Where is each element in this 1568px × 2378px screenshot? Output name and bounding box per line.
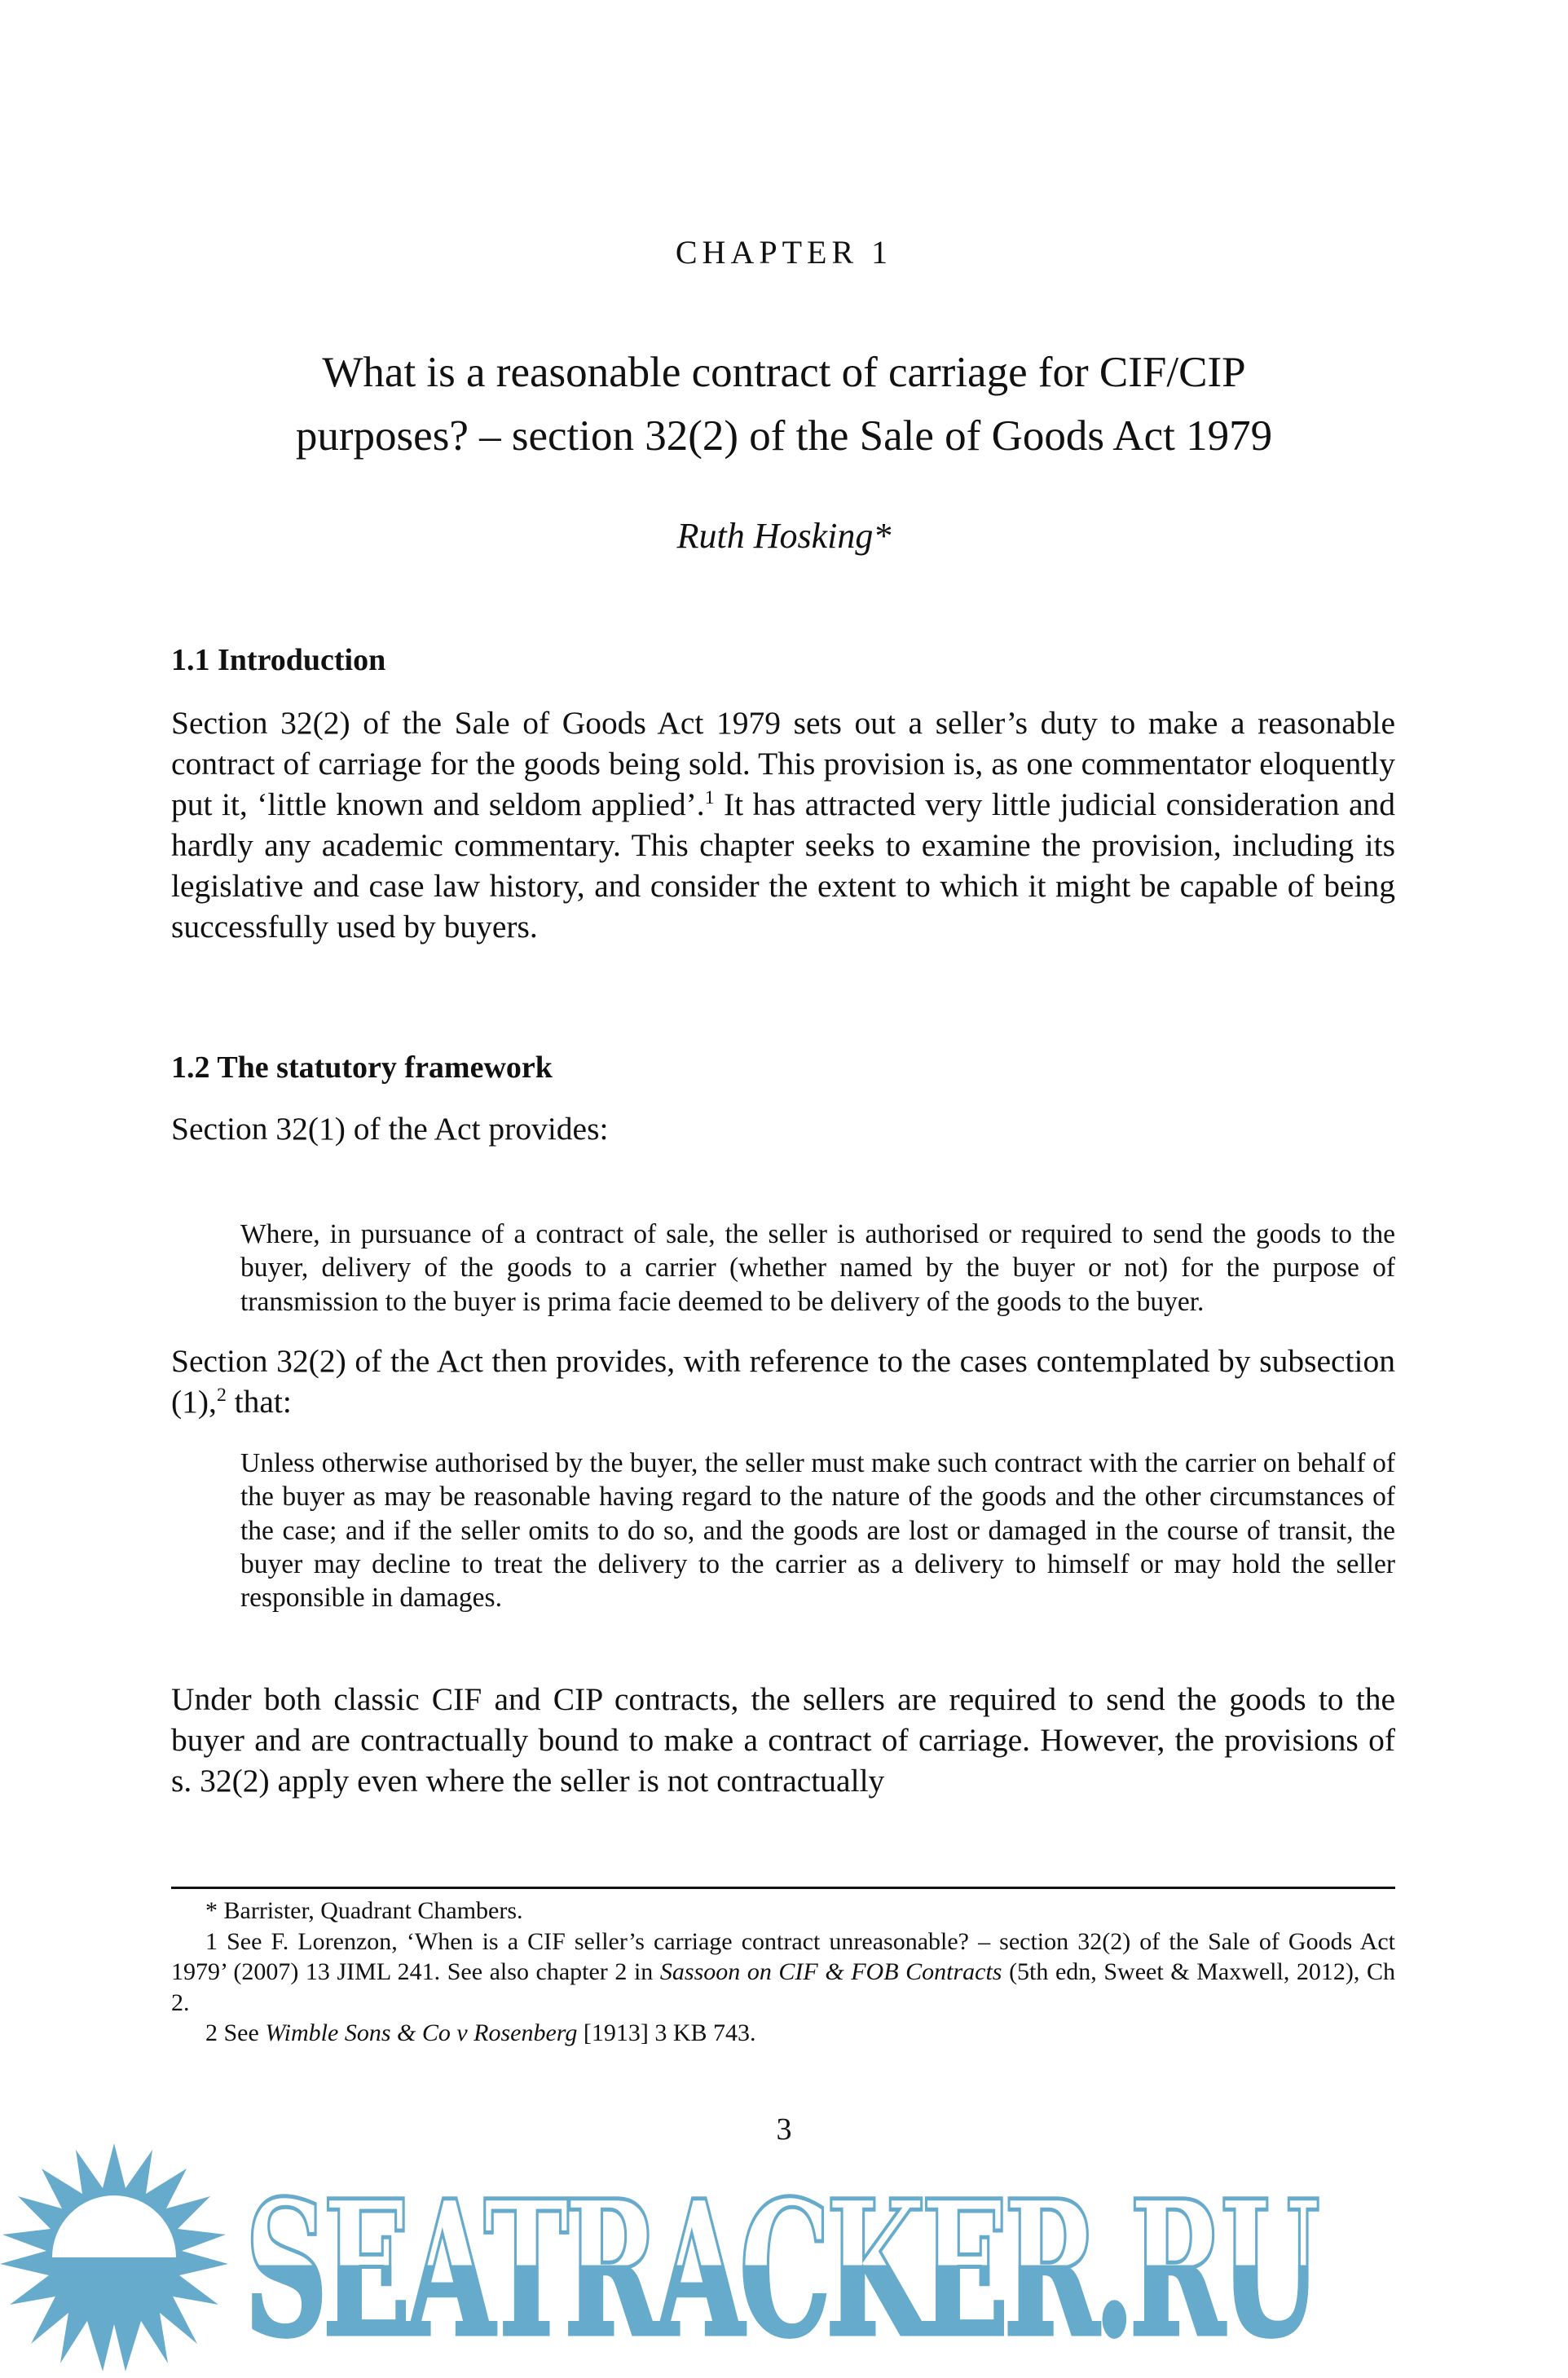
sun-icon xyxy=(0,2143,244,2371)
footnote-ref-1[interactable]: 1 xyxy=(704,786,715,808)
page-number: 3 xyxy=(776,2112,792,2147)
paragraph-text: Section 32(2) of the Act then provides, with reference to the cases contemplated by subsection (1), xyxy=(171,1343,1395,1420)
footnote-marker: * xyxy=(205,1897,218,1924)
footnote-marker: 1 xyxy=(205,1927,218,1955)
section-heading-introduction: 1.1 Introduction xyxy=(171,643,386,677)
author-byline xyxy=(0,513,1568,559)
chapter-title xyxy=(0,341,1568,468)
footnote-text: See xyxy=(218,2019,266,2046)
footnote-author xyxy=(171,1896,1395,1927)
section-heading-statutory-framework: 1.2 The statutory framework xyxy=(171,1050,553,1085)
footnote-2 xyxy=(171,2018,1395,2049)
title-line-1: What is a reasonable contract of carriage for CIF/CIP xyxy=(322,349,1246,396)
footnote-book-title: Sassoon on CIF & FOB Contracts xyxy=(659,1958,1002,1985)
footnote-marker: 2 xyxy=(205,2019,218,2046)
paragraph-text: that: xyxy=(226,1384,292,1420)
footnote-1 xyxy=(171,1927,1395,2019)
paragraph-text: It has attracted very little judicial consideration and hardly any academic commentary. This chapter seeks to examine the provision, including its legislative and case law history, and consider the extent to which it might be capable of being successfully used by buyers. xyxy=(171,786,1395,945)
section-32-1-intro: Section 32(1) of the Act provides: xyxy=(171,1111,609,1147)
footnote-divider xyxy=(171,1887,1395,1889)
cif-cip-paragraph: Under both classic CIF and CIP contracts, the sellers are required to send the goods to the buyer and are contractually bound to make a contract of carriage. However, the provisions of s. 32(2) apply even where the seller is not contractually xyxy=(171,1681,1395,1799)
chapter-label: CHAPTER 1 xyxy=(675,234,893,271)
author-name: Ruth Hosking xyxy=(676,516,874,556)
section-32-2-intro xyxy=(171,1341,1395,1422)
footnote-ref-2[interactable]: 2 xyxy=(216,1384,227,1406)
author-footnote-marker: * xyxy=(873,516,892,556)
footnote-text: (5th edn, Sweet & Maxwell, 2012), Ch 2. xyxy=(171,1958,1396,2016)
block-quote-section-32-2: Unless otherwise authorised by the buyer, the seller must make such contract with the carrier on behalf of the buyer as may be reasonable having regard to the nature of the goods and the other circumstances of the case; and if the seller omits to do so, and the goods are lost or damaged in the course of transit, the buyer may decline to treat the delivery to the carrier as a delivery to himself or may hold the seller responsible in damages. xyxy=(240,1448,1395,1614)
footnotes xyxy=(171,1896,1395,2049)
footnote-text: [1913] 3 KB 743. xyxy=(577,2019,756,2046)
watermark-text: SEATRACKER.RU xyxy=(244,2160,1316,2378)
block-quote-section-32-1: Where, in pursuance of a contract of sale, the seller is authorised or required to send the goods to the buyer, delivery of the goods to a carrier (whether named by the buyer or not) for the purpose of transmission to the buyer is prima facie deemed to be delivery of the goods to the buyer. xyxy=(240,1219,1395,1317)
footnote-text: See F. Lorenzon, ‘When is a CIF seller’s carriage contract unreasonable? – section 32(2) of the Sale of Goods Act 1979’ (2007) 13 JIML 241. See also chapter 2 in xyxy=(171,1927,1395,1985)
footnote-text: Barrister, Quadrant Chambers. xyxy=(218,1897,523,1924)
footnote-case-name: Wimble Sons & Co v Rosenberg xyxy=(265,2019,578,2046)
paragraph-text: Section 32(2) of the Sale of Goods Act 1979 sets out a seller’s duty to make a reasonable contract of carriage for the goods being sold. This provision is, as one commentator eloquently put it, ‘little known and seldom applied’. xyxy=(171,705,1395,822)
introduction-paragraph xyxy=(171,702,1395,947)
title-line-2: purposes? – section 32(2) of the Sale of Goods Act 1979 xyxy=(295,412,1273,460)
